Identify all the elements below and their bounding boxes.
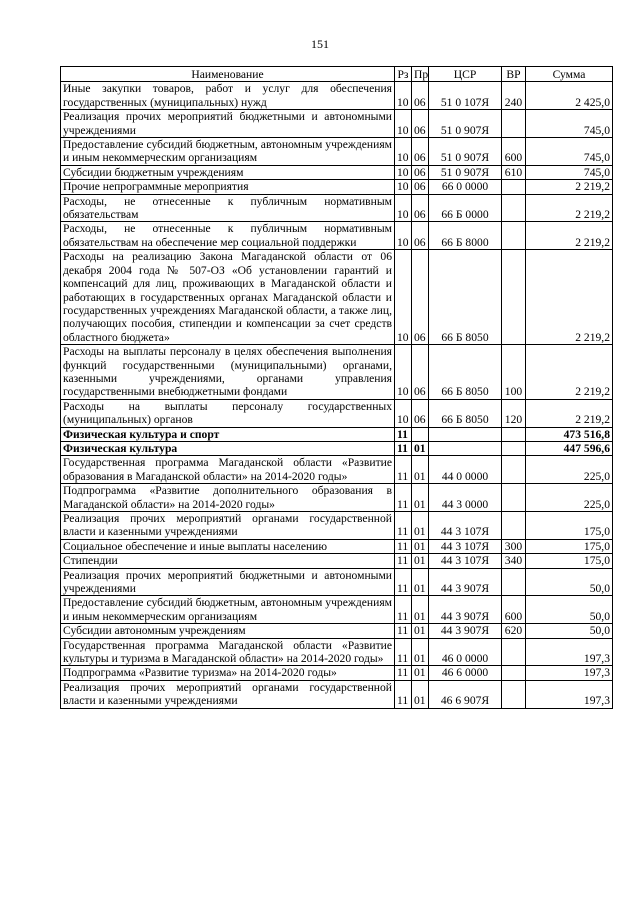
cell-vr: 600 [502, 596, 526, 624]
cell-csr: 66 Б 8050 [429, 250, 502, 345]
table-row [61, 165, 613, 179]
cell-vr: 240 [502, 82, 526, 110]
cell-name: Государственная программа Магаданской области «Развитие образования в Магаданской области» на 2014-2020 годы» [61, 456, 395, 484]
budget-table [60, 66, 613, 709]
cell-name: Расходы на выплаты персоналу в целях обеспечения выполнения функций государственными (муниципальными) органами, казенными учреждениями, органами управления государственными внебюджетными фондами [61, 345, 395, 400]
cell-sum: 2 219,2 [526, 345, 613, 400]
cell-rz: 11 [395, 512, 412, 540]
cell-name: Иные закупки товаров, работ и услуг для обеспечения государственных (муниципальных) нужд [61, 82, 395, 110]
header-csr: ЦСР [429, 67, 502, 82]
page-number: 151 [311, 37, 329, 51]
cell-sum: 2 219,2 [526, 222, 613, 250]
cell-csr: 44 3 107Я [429, 539, 502, 553]
cell-csr: 44 0 0000 [429, 456, 502, 484]
cell-name: Реализация прочих мероприятий органами государственной власти и казенными учреждениями [61, 680, 395, 708]
cell-sum: 197,3 [526, 666, 613, 680]
cell-vr: 610 [502, 165, 526, 179]
table-row [61, 568, 613, 596]
cell-vr [502, 512, 526, 540]
cell-name: Государственная программа Магаданской области «Развитие культуры и туризма в Магаданской области» на 2014-2020 годы» [61, 638, 395, 666]
cell-pr: 06 [412, 165, 429, 179]
cell-sum: 2 425,0 [526, 82, 613, 110]
table-row [61, 194, 613, 222]
table-row [61, 554, 613, 568]
cell-csr: 44 3 107Я [429, 512, 502, 540]
cell-rz: 11 [395, 554, 412, 568]
cell-name: Расходы, не отнесенные к публичным нормативным обязательствам [61, 194, 395, 222]
cell-csr: 66 Б 8050 [429, 399, 502, 427]
cell-rz: 10 [395, 194, 412, 222]
table-row [61, 82, 613, 110]
cell-pr: 01 [412, 441, 429, 455]
cell-vr: 340 [502, 554, 526, 568]
cell-vr [502, 250, 526, 345]
cell-vr [502, 222, 526, 250]
cell-pr: 01 [412, 680, 429, 708]
cell-vr [502, 180, 526, 194]
cell-name: Расходы на реализацию Закона Магаданской области от 06 декабря 2004 года № 507-ОЗ «Об установлении гарантий и компенсаций для лиц, проживающих в Магаданской области и работающих в государственных органах Магаданской области и государственных учреждениях Магаданской области, а также лиц, получающих пособия, стипендии и компенсации за счет средств областного бюджета» [61, 250, 395, 345]
cell-sum: 175,0 [526, 539, 613, 553]
cell-pr: 01 [412, 666, 429, 680]
cell-name: Физическая культура и спорт [61, 427, 395, 441]
cell-sum: 225,0 [526, 484, 613, 512]
cell-csr: 46 6 907Я [429, 680, 502, 708]
cell-rz: 11 [395, 680, 412, 708]
cell-pr: 01 [412, 624, 429, 638]
cell-name: Расходы, не отнесенные к публичным нормативным обязательствам на обеспечение мер социальной поддержки [61, 222, 395, 250]
header-name: Наименование [61, 67, 395, 82]
cell-csr: 51 0 907Я [429, 110, 502, 138]
cell-rz: 10 [395, 222, 412, 250]
cell-name: Подпрограмма «Развитие туризма» на 2014-2020 годы» [61, 666, 395, 680]
cell-csr [429, 427, 502, 441]
cell-rz: 10 [395, 180, 412, 194]
cell-csr: 46 6 0000 [429, 666, 502, 680]
cell-sum: 197,3 [526, 680, 613, 708]
cell-sum: 50,0 [526, 624, 613, 638]
cell-name: Прочие непрограммные мероприятия [61, 180, 395, 194]
cell-vr [502, 484, 526, 512]
cell-sum: 2 219,2 [526, 399, 613, 427]
cell-sum: 745,0 [526, 110, 613, 138]
cell-sum: 50,0 [526, 568, 613, 596]
cell-pr: 01 [412, 539, 429, 553]
header-pr: Пр [412, 67, 429, 82]
table-row [61, 441, 613, 455]
cell-pr: 01 [412, 568, 429, 596]
table-row [61, 484, 613, 512]
cell-rz: 11 [395, 568, 412, 596]
table-row [61, 399, 613, 427]
table-body [61, 82, 613, 708]
cell-csr: 51 0 907Я [429, 165, 502, 179]
cell-sum: 197,3 [526, 638, 613, 666]
cell-name: Социальное обеспечение и иные выплаты населению [61, 539, 395, 553]
cell-rz: 11 [395, 427, 412, 441]
cell-vr [502, 110, 526, 138]
cell-rz: 11 [395, 666, 412, 680]
cell-sum: 2 219,2 [526, 194, 613, 222]
table-row [61, 638, 613, 666]
cell-vr [502, 680, 526, 708]
cell-vr [502, 568, 526, 596]
cell-sum: 175,0 [526, 554, 613, 568]
cell-name: Физическая культура [61, 441, 395, 455]
cell-rz: 11 [395, 456, 412, 484]
cell-rz: 11 [395, 596, 412, 624]
table-row [61, 250, 613, 345]
cell-name: Предоставление субсидий бюджетным, автономным учреждениям и иным некоммерческим организациям [61, 138, 395, 166]
table-row [61, 539, 613, 553]
table-row [61, 512, 613, 540]
cell-rz: 11 [395, 624, 412, 638]
header-row [61, 67, 613, 82]
table-row [61, 456, 613, 484]
cell-sum: 2 219,2 [526, 250, 613, 345]
cell-rz: 11 [395, 441, 412, 455]
cell-vr: 120 [502, 399, 526, 427]
cell-pr: 06 [412, 250, 429, 345]
cell-pr: 06 [412, 82, 429, 110]
cell-name: Субсидии автономным учреждениям [61, 624, 395, 638]
cell-sum: 447 596,6 [526, 441, 613, 455]
table-row [61, 427, 613, 441]
table-header [61, 67, 613, 82]
cell-csr: 51 0 907Я [429, 138, 502, 166]
cell-vr: 100 [502, 345, 526, 400]
cell-vr [502, 666, 526, 680]
cell-pr: 06 [412, 222, 429, 250]
cell-name: Подпрограмма «Развитие дополнительного образования в Магаданской области» на 2014-2020 годы» [61, 484, 395, 512]
cell-pr: 06 [412, 110, 429, 138]
cell-pr: 01 [412, 456, 429, 484]
cell-pr: 01 [412, 484, 429, 512]
cell-vr [502, 194, 526, 222]
cell-vr [502, 638, 526, 666]
header-sum: Сумма [526, 67, 613, 82]
header-vr: ВР [502, 67, 526, 82]
cell-rz: 10 [395, 165, 412, 179]
cell-pr [412, 427, 429, 441]
cell-pr: 06 [412, 138, 429, 166]
cell-csr [429, 441, 502, 455]
cell-csr: 44 3 0000 [429, 484, 502, 512]
cell-name: Реализация прочих мероприятий бюджетными и автономными учреждениями [61, 110, 395, 138]
cell-name: Стипендии [61, 554, 395, 568]
table-row [61, 180, 613, 194]
cell-vr [502, 427, 526, 441]
cell-csr: 66 0 0000 [429, 180, 502, 194]
header-rz: Рз [395, 67, 412, 82]
cell-vr: 620 [502, 624, 526, 638]
cell-vr [502, 456, 526, 484]
cell-csr: 46 0 0000 [429, 638, 502, 666]
cell-rz: 11 [395, 484, 412, 512]
table-row [61, 345, 613, 400]
cell-vr: 600 [502, 138, 526, 166]
table-row [61, 110, 613, 138]
cell-name: Расходы на выплаты персоналу государственных (муниципальных) органов [61, 399, 395, 427]
cell-name: Реализация прочих мероприятий органами государственной власти и казенными учреждениями [61, 512, 395, 540]
cell-name: Субсидии бюджетным учреждениям [61, 165, 395, 179]
cell-sum: 745,0 [526, 138, 613, 166]
cell-pr: 01 [412, 596, 429, 624]
cell-rz: 10 [395, 82, 412, 110]
cell-csr: 51 0 107Я [429, 82, 502, 110]
cell-pr: 06 [412, 345, 429, 400]
cell-pr: 06 [412, 399, 429, 427]
cell-rz: 10 [395, 110, 412, 138]
table-row [61, 666, 613, 680]
cell-csr: 44 3 907Я [429, 624, 502, 638]
cell-sum: 50,0 [526, 596, 613, 624]
table-row [61, 680, 613, 708]
cell-sum: 2 219,2 [526, 180, 613, 194]
cell-sum: 225,0 [526, 456, 613, 484]
cell-name: Реализация прочих мероприятий бюджетными и автономными учреждениями [61, 568, 395, 596]
table-row [61, 138, 613, 166]
cell-csr: 44 3 907Я [429, 596, 502, 624]
cell-rz: 10 [395, 250, 412, 345]
cell-rz: 10 [395, 399, 412, 427]
cell-pr: 01 [412, 638, 429, 666]
cell-rz: 10 [395, 345, 412, 400]
cell-csr: 44 3 107Я [429, 554, 502, 568]
cell-sum: 745,0 [526, 165, 613, 179]
cell-rz: 10 [395, 138, 412, 166]
table-row [61, 624, 613, 638]
cell-pr: 01 [412, 512, 429, 540]
cell-pr: 06 [412, 194, 429, 222]
cell-csr: 66 Б 8050 [429, 345, 502, 400]
cell-sum: 175,0 [526, 512, 613, 540]
cell-csr: 44 3 907Я [429, 568, 502, 596]
table-row [61, 222, 613, 250]
cell-csr: 66 Б 8000 [429, 222, 502, 250]
table-row [61, 596, 613, 624]
cell-rz: 11 [395, 638, 412, 666]
cell-vr: 300 [502, 539, 526, 553]
cell-sum: 473 516,8 [526, 427, 613, 441]
cell-pr: 01 [412, 554, 429, 568]
cell-csr: 66 Б 0000 [429, 194, 502, 222]
cell-vr [502, 441, 526, 455]
cell-name: Предоставление субсидий бюджетным, автономным учреждениям и иным некоммерческим организациям [61, 596, 395, 624]
cell-rz: 11 [395, 539, 412, 553]
cell-pr: 06 [412, 180, 429, 194]
